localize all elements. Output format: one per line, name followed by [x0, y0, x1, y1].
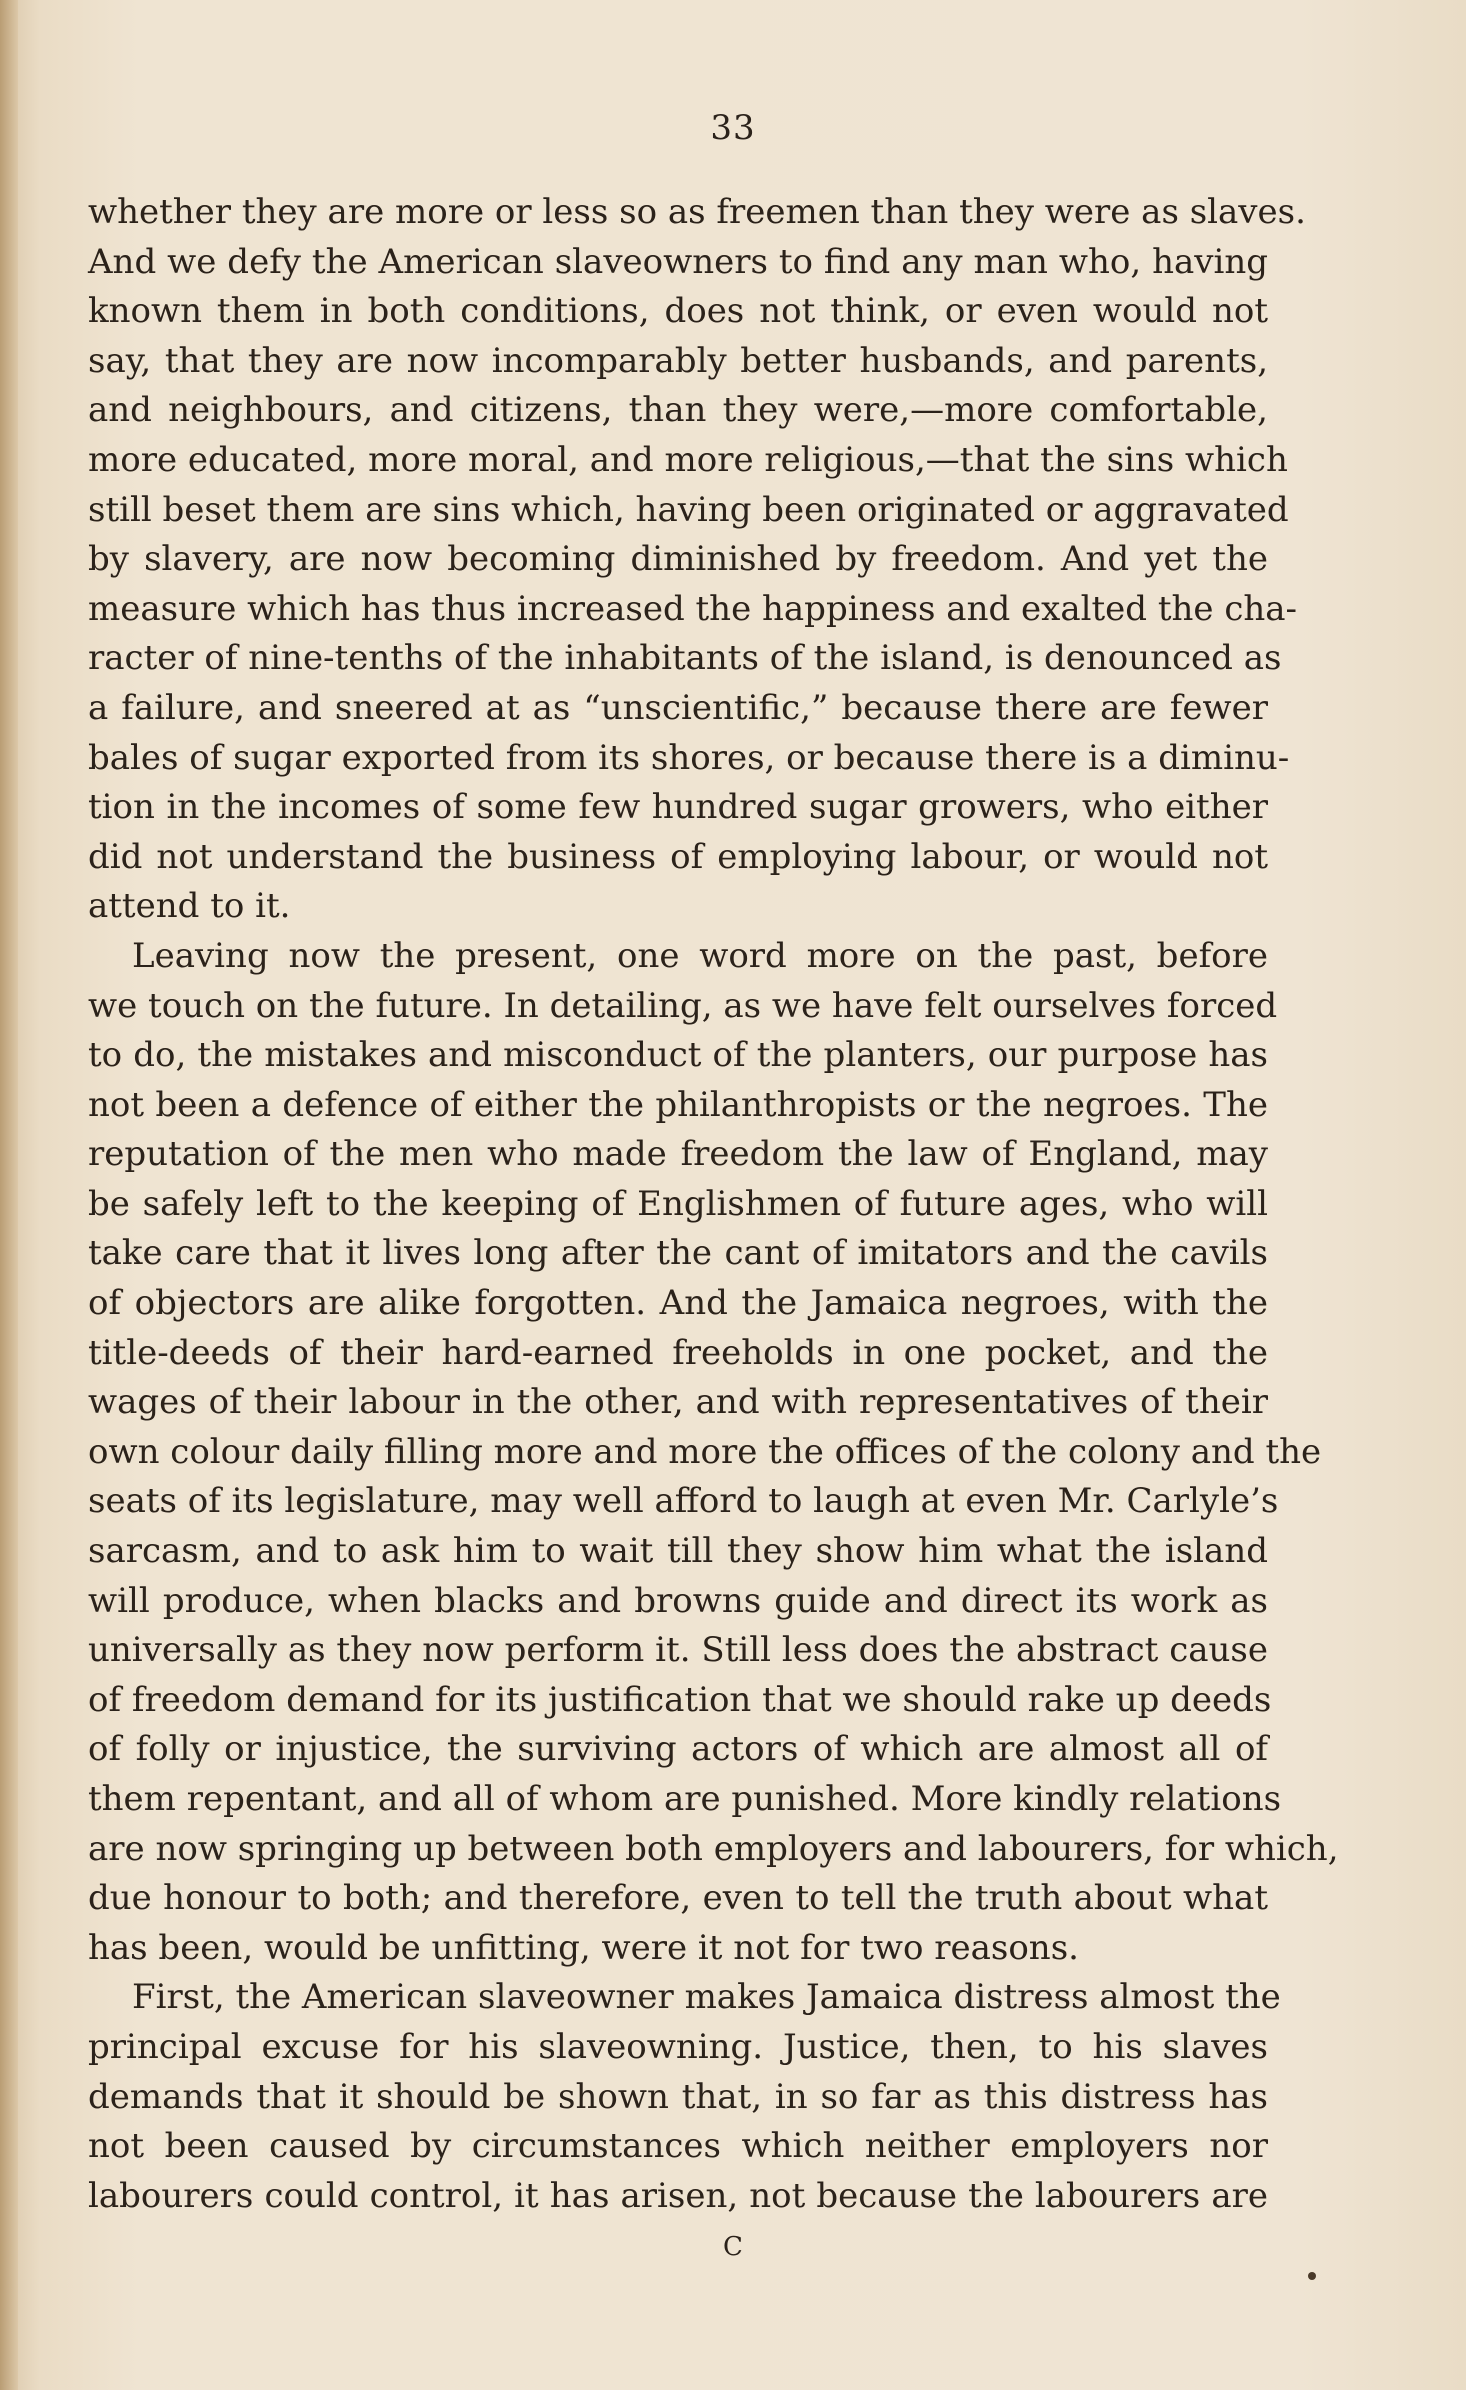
text-line: be safely left to the keeping of Englishmen of future ages, who will [88, 1183, 1268, 1224]
body-text [88, 188, 1339, 2221]
text-line: a failure, and sneered at as “unscientific,” because there are fewer [88, 687, 1268, 728]
text-line: we touch on the future. In detailing, as we have felt ourselves forced [88, 985, 1278, 1026]
text-line: own colour daily filling more and more the offices of the colony and the [88, 1431, 1322, 1472]
signature-mark: C [723, 2232, 743, 2262]
text-line: are now springing up between both employers and labourers, for which, [88, 1828, 1339, 1869]
text-line: has been, would be unfitting, were it not for two reasons. [88, 1927, 1079, 1968]
text-line: measure which has thus increased the happiness and exalted the cha- [88, 588, 1298, 629]
text-line: principal excuse for his slaveowning. Justice, then, to his slaves [88, 2026, 1268, 2067]
text-line: And we defy the American slaveowners to find any man who, having [88, 241, 1268, 282]
text-line: tion in the incomes of some few hundred sugar growers, who either [88, 787, 1268, 828]
text-line: due honour to both; and therefore, even to tell the truth about what [88, 1878, 1268, 1919]
text-line: not been caused by circumstances which neither employers nor [88, 2126, 1268, 2167]
text-line: will produce, when blacks and browns guide and direct its work as [88, 1580, 1268, 1621]
paragraph-start: First, the American slaveowner makes Jamaica distress almost the [132, 1977, 1281, 2018]
text-line: of folly or injustice, the surviving actors of which are almost all of [88, 1729, 1268, 1770]
text-line: by slavery, are now becoming diminished by freedom. And yet the [88, 539, 1268, 580]
text-line: demands that it should be shown that, in so far as this distress has [88, 2076, 1268, 2117]
text-line: take care that it lives long after the cant of imitators and the cavils [88, 1233, 1268, 1274]
ink-speck [1308, 2272, 1316, 2280]
text-line: bales of sugar exported from its shores, or because there is a diminu- [88, 737, 1290, 778]
text-line: still beset them are sins which, having been originated or aggravated [88, 489, 1289, 530]
text-line: sarcasm, and to ask him to wait till they show him what the island [88, 1531, 1268, 1572]
text-line: them repentant, and all of whom are punished. More kindly relations [88, 1779, 1282, 1819]
page-number: 33 [710, 108, 756, 148]
text-line: did not understand the business of employing labour, or would not [88, 836, 1268, 877]
text-line: racter of nine-tenths of the inhabitants of the island, is denounced as [88, 638, 1282, 679]
text-line: reputation of the men who made freedom the law of England, may [88, 1134, 1268, 1175]
text-line: attend to it. [88, 886, 291, 927]
text-line: seats of its legislature, may well afford to laugh at even Mr. Carlyle’s [88, 1481, 1279, 1522]
text-line: whether they are more or less so as freemen than they were as slaves. [88, 192, 1306, 232]
text-line: wages of their labour in the other, and with representatives of their [88, 1382, 1268, 1423]
text-line: to do, the mistakes and misconduct of the planters, our purpose has [88, 1035, 1268, 1076]
text-line: of freedom demand for its justification that we should rake up deeds [88, 1679, 1272, 1720]
page-binding-edge [0, 0, 18, 2390]
text-line: known them in both conditions, does not think, or even would not [88, 291, 1268, 332]
text-line: more educated, more moral, and more religious,—that the sins which [88, 439, 1288, 480]
text-line: labourers could control, it has arisen, not because the labourers are [88, 2175, 1268, 2216]
text-line: title-deeds of their hard-earned freeholds in one pocket, and the [88, 1332, 1268, 1373]
text-line: and neighbours, and citizens, than they were,—more comfortable, [88, 390, 1268, 431]
text-line: say, that they are now incomparably better husbands, and parents, [88, 340, 1268, 381]
paragraph-start: Leaving now the present, one word more on the past, before [132, 935, 1268, 976]
text-line: of objectors are alike forgotten. And the Jamaica negroes, with the [88, 1283, 1268, 1324]
text-line: not been a defence of either the philanthropists or the negroes. The [88, 1084, 1268, 1125]
text-line: universally as they now perform it. Still less does the abstract cause [88, 1630, 1268, 1671]
